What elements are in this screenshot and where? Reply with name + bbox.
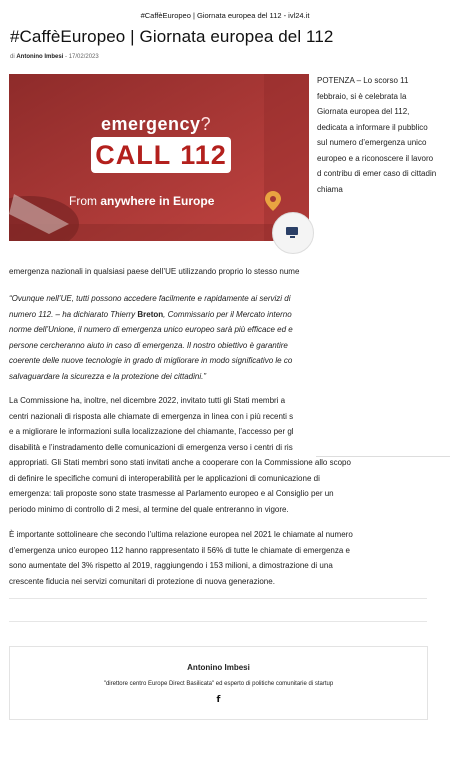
divider-line [316, 456, 450, 457]
article-headline: #CaffèEuropeo | Giornata europea del 112 [10, 27, 334, 46]
quote-name-breton: Breton [137, 309, 164, 319]
author-box-description: "direttore centro Europe Direct Basilicata" ed esperto di politiche comunitarie di startup [103, 681, 334, 687]
byline-prefix: di [10, 54, 15, 60]
location-pin-icon [265, 191, 281, 211]
intro-side-paragraph: POTENZA – Lo scorso 11 febbraio, si è celebrata la Giornata europea del 112, dedicata a informare il pubblico sul numero d’emergenza unico europeo e a riconoscere il lavoro d contribu di emer caso di cittadin chiama [317, 76, 437, 194]
byline-author-link[interactable]: Antonino Imbesi [16, 54, 64, 60]
article-byline [10, 54, 99, 60]
hero-call-text: CALL 112 [95, 139, 227, 170]
hero-call-number: 112 [180, 139, 227, 170]
byline-date: 17/02/2023 [68, 54, 99, 60]
breton-quote: “Ovunque nell’UE, tutti possono accedere facilmente e rapidamente ai servizi di numero 112. – ha dichiarato Thierry Breton, Commissario per il Mercato interno norme dell’Unione, il numero di emergenza unico europeo sarà più efficace ed e persone cercheranno aiuto in caso di emergenza. Il nostro obiettivo è garantire coerente delle nuove tecnologie in grado di migliorare in modo significativo le co salvaguardare la sicurezza e la protezione dei cittadini.” [9, 294, 293, 381]
author-box [9, 646, 428, 720]
facebook-icon[interactable]: f [216, 695, 221, 705]
intro-tail-line: emergenza nazionali in qualsiasi paese dell’UE utilizzando proprio lo stesso nume [9, 267, 300, 276]
commission-paragraph: La Commissione ha, inoltre, nel dicembre 2022, invitato tutti gli Stati membri a centri nazionali di risposta alle chiamate di emergenza in linea con i più recenti s e a migliorare le informazioni sulla localizzazione del chiamante, l’accesso per gl disabilità e l’instradamento delle comunicazioni di emergenza verso i centri di ris appropriati. Gli Stati membri sono stati invitati anche a cooperare con la Commissione allo scopo di definire le specifiche comuni di interoperabilità per le applicazioni di comunicazione di emergenza: tali proposte sono state trasmesse al Parlamento europeo e al Consiglio per un periodo minimo di controllo di 2 mesi, al termine del quale entreranno in vigore. [9, 396, 351, 514]
hero-tagline: From anywhere in Europe [69, 194, 215, 208]
author-box-name[interactable]: Antonino Imbesi [187, 663, 250, 672]
byline-separator: - [65, 54, 68, 60]
page-top-title: #CaffèEuropeo | Giornata europea del 112 - ivl24.it [140, 11, 310, 20]
statistics-paragraph: È importante sottolineare che secondo l’ultima relazione europea nel 2021 le chiamate al numero d’emergenza unico europeo 112 hanno rappresentato il 56% di tutte le chiamate di emergenza e sono aumentate del 3% rispetto al 2019, raggiungendo i 153 milioni, a dimostrazione di una crescente fiducia nei servizi comunitari di protezione di nuova generazione. [9, 530, 353, 586]
hero-call-box [91, 137, 231, 173]
monitor-icon[interactable] [272, 212, 314, 254]
section-divider [9, 598, 427, 599]
hero-image [9, 74, 309, 241]
hero-emergency-text: emergency? [101, 114, 212, 134]
section-divider [9, 621, 427, 622]
